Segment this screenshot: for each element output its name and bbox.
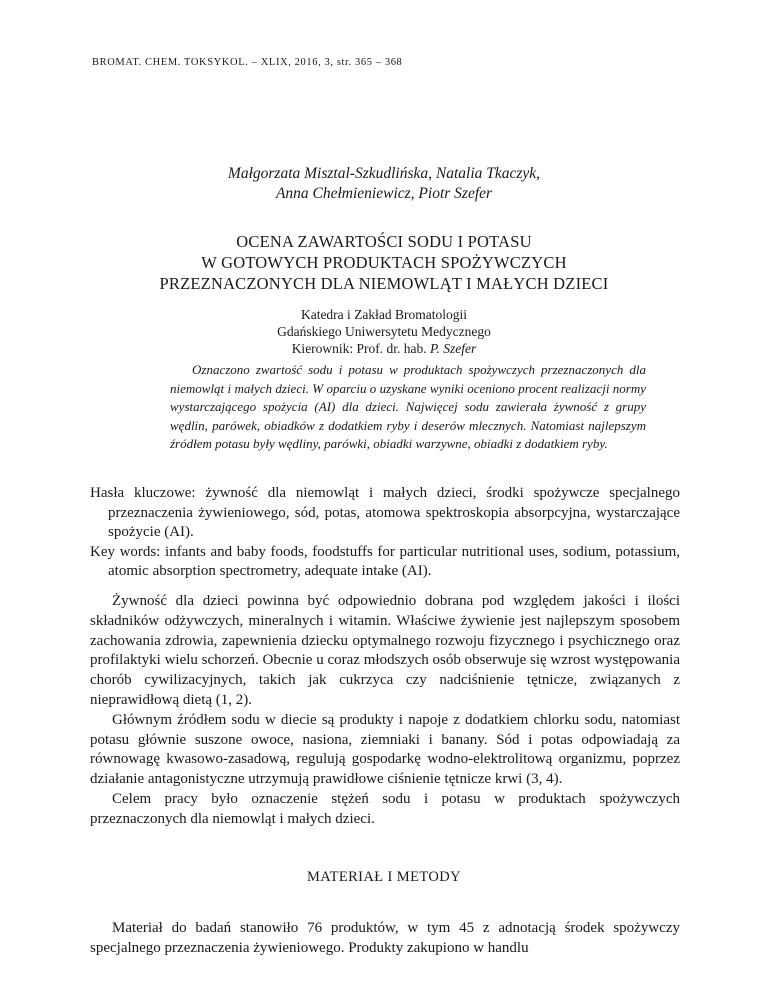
methods-text (90, 919, 680, 959)
title-line: OCENA ZAWARTOŚCI SODU I POTASU (236, 232, 532, 251)
author-line: Małgorzata Misztal-Szkudlińska, Natalia Tkaczyk, (227, 165, 541, 182)
affiliation (0, 306, 768, 357)
affiliation-head-name: P. Szefer (430, 341, 477, 356)
affiliation-head-prefix: Kierownik: Prof. dr. hab. (291, 341, 431, 356)
affiliation-line: Gdańskiego Uniwersytetu Medycznego (277, 324, 491, 339)
title-line: PRZEZNACZONYCH DLA NIEMOWLĄT I MAŁYCH DZIECI (159, 274, 609, 293)
body-paragraph: Materiał do badań stanowiło 76 produktów, w tym 45 z adnotacją środek spożywczy specjalnego przeznaczenia żywieniowego. Produkty zakupiono w handlu (90, 920, 680, 956)
abstract: Oznaczono zwartość sodu i potasu w produktach spożywczych przeznaczonych dla niemowląt i małych dzieci. W oparciu o uzyskane wyniki oceniono procent realizacji normy wystarczającego spożycia (AI) dla dzieci. Najwięcej sodu zawierała żywność z grupy wędlin, parówek, obiadków z dodatkiem ryby i deserów mlecznych. Natomiast najlepszym źródłem potasu były wędliny, parówki, obiadki warzywne, obiadki z dodatkiem ryby. (170, 362, 646, 451)
body-paragraph: Głównym źródłem sodu w diecie są produkty i napoje z dodatkiem chlorku sodu, natomiast potasu głównie suszone owoce, nasiona, ziemniaki i banany. Sód i potas odpowiadają za równowagę kwasowo-zasadową, regulują gospodarkę wodno-elektrolitową organizmu, poprzez działanie antagonistyczne utrzymują prawidłowe ciśnienie tętnicze krwi (3, 4). (90, 711, 680, 788)
author-list (0, 164, 768, 204)
title-line: W GOTOWYCH PRODUKTACH SPOŻYWCZYCH (201, 253, 567, 272)
keywords-english: Key words: infants and baby foods, foodstuffs for particular nutritional uses, sodium, potassium, atomic absorption spectrometry, adequate intake (AI). (90, 543, 680, 579)
paper-title (0, 231, 768, 294)
body-paragraph: Żywność dla dzieci powinna być odpowiednio dobrana pod względem jakości i ilości składników odżywczych, mineralnych i witamin. Właściwe żywienie jest najlepszym sposobem zachowania zdrowia, zapewnienia dziecku optymalnego rozwoju fizycznego i psychicznego oraz profilaktyki wielu schorzeń. Obecnie u coraz młodszych osób obserwuje się wzrost występowania chorób cywilizacyjnych, takich jak cukrzyca czy nadciśnienie tętnicze, związanych z nieprawidłową dietą (1, 2). (90, 593, 680, 708)
body-paragraph: Celem pracy było oznaczenie stężeń sodu i potasu w produktach spożywczych przeznaczonych dla niemowląt i małych dzieci. (90, 790, 680, 827)
introduction-text (90, 592, 680, 830)
keywords-block (90, 484, 680, 582)
affiliation-line: Katedra i Zakład Bromatologii (300, 307, 468, 322)
running-head: BROMAT. CHEM. TOKSYKOL. – XLIX, 2016, 3, str. 365 – 368 (92, 57, 403, 68)
author-line: Anna Chełmieniewicz, Piotr Szefer (275, 185, 493, 202)
affiliation-head (0, 340, 768, 357)
keywords-polish: Hasła kluczowe: żywność dla niemowląt i małych dzieci, środki spożywcze specjalnego przeznaczenia żywieniowego, sód, potas, atomowa spektroskopia absorpcyjna, wystarczające spożycie (AI). (90, 485, 680, 540)
section-heading: MATERIAŁ I METODY (307, 869, 461, 885)
